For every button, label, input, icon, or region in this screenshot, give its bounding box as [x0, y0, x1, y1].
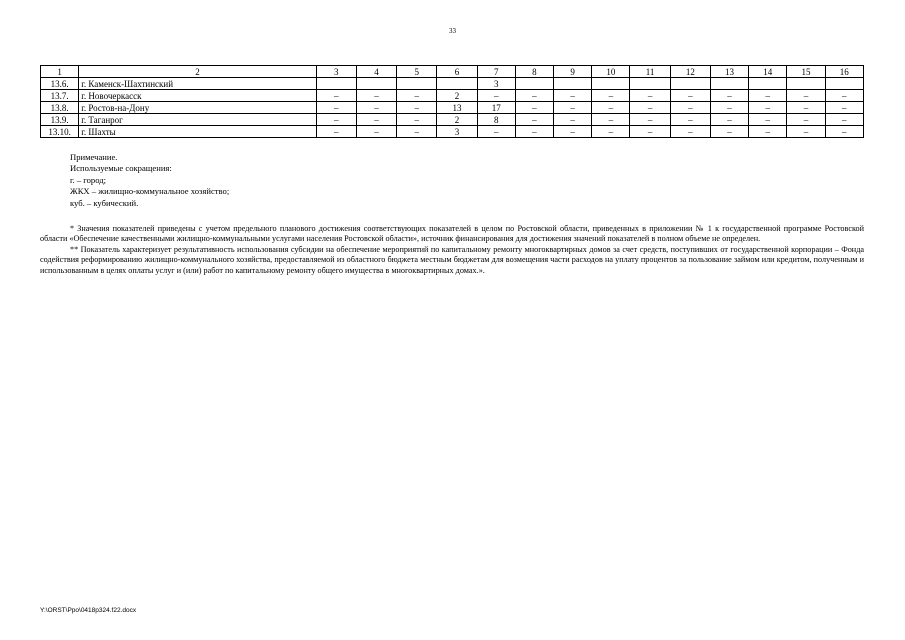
value-cell	[316, 78, 356, 90]
column-header: 15	[787, 66, 825, 78]
column-header: 7	[477, 66, 515, 78]
row-number-cell: 13.7.	[41, 90, 79, 102]
value-cell: –	[515, 102, 553, 114]
value-cell: –	[825, 90, 863, 102]
city-name-cell: г. Шахты	[79, 126, 316, 138]
value-cell: 8	[477, 114, 515, 126]
footnote-single-asterisk: * Значения показателей приведены с учетом предельного планового достижения соответствующих показателей в целом по Ростовской области, приведенных в приложении № 1 к государственной программе Ростовской области «Обеспечение качественными жилищно-коммунальными услугами населения Ростовской области», источник финансирования для достижения значений показателей в полном объеме не определен.	[40, 224, 864, 244]
notes-title: Примечание.	[70, 152, 118, 162]
column-header: 10	[592, 66, 630, 78]
table-row	[41, 114, 864, 126]
column-header: 5	[397, 66, 437, 78]
value-cell: –	[316, 114, 356, 126]
row-number-cell: 13.6.	[41, 78, 79, 90]
abbreviation-line: куб. – кубический.	[70, 197, 139, 208]
value-cell: 2	[437, 90, 477, 102]
footnotes-block	[40, 224, 864, 276]
value-cell: –	[316, 126, 356, 138]
value-cell: –	[554, 102, 592, 114]
value-cell: –	[749, 126, 787, 138]
column-header: 9	[554, 66, 592, 78]
table-body	[41, 78, 864, 138]
value-cell: –	[356, 90, 396, 102]
value-cell	[554, 78, 592, 90]
value-cell	[787, 78, 825, 90]
table-row	[41, 102, 864, 114]
value-cell: –	[787, 90, 825, 102]
city-name-cell: г. Новочеркасск	[79, 90, 316, 102]
value-cell: –	[397, 114, 437, 126]
value-cell: –	[397, 90, 437, 102]
value-cell: 13	[437, 102, 477, 114]
value-cell: –	[477, 90, 515, 102]
value-cell	[749, 78, 787, 90]
value-cell: –	[356, 114, 396, 126]
value-cell: 3	[437, 126, 477, 138]
value-cell: –	[316, 102, 356, 114]
column-header: 16	[825, 66, 863, 78]
value-cell: –	[787, 102, 825, 114]
value-cell: –	[787, 114, 825, 126]
column-header: 14	[749, 66, 787, 78]
value-cell: –	[825, 102, 863, 114]
row-number-cell: 13.8.	[41, 102, 79, 114]
value-cell: –	[397, 126, 437, 138]
value-cell: –	[670, 114, 710, 126]
abbreviation-line: г. – город;	[70, 174, 107, 185]
value-cell: –	[825, 126, 863, 138]
value-cell: –	[670, 126, 710, 138]
value-cell: –	[630, 114, 670, 126]
column-header: 11	[630, 66, 670, 78]
value-cell: 2	[437, 114, 477, 126]
value-cell: –	[710, 126, 748, 138]
value-cell	[710, 78, 748, 90]
value-cell: –	[515, 126, 553, 138]
value-cell	[437, 78, 477, 90]
row-number-cell: 13.10.	[41, 126, 79, 138]
value-cell: –	[592, 90, 630, 102]
table-header-row	[41, 66, 864, 78]
value-cell: –	[670, 90, 710, 102]
column-header: 3	[316, 66, 356, 78]
city-name-cell: г. Каменск-Шахтинский	[79, 78, 316, 90]
value-cell	[630, 78, 670, 90]
column-header: 6	[437, 66, 477, 78]
value-cell: –	[515, 114, 553, 126]
value-cell: –	[316, 90, 356, 102]
table-row	[41, 126, 864, 138]
value-cell	[825, 78, 863, 90]
abbreviation-line: ЖКХ – жилищно-коммунальное хозяйство;	[70, 186, 230, 197]
file-path-footer: Y:\ORST\Ppo\0418p324.f22.docx	[40, 607, 137, 614]
value-cell: –	[710, 90, 748, 102]
value-cell: –	[630, 102, 670, 114]
value-cell: –	[670, 102, 710, 114]
value-cell	[592, 78, 630, 90]
value-cell: –	[749, 90, 787, 102]
table-row	[41, 90, 864, 102]
value-cell: –	[710, 114, 748, 126]
city-name-cell: г. Ростов-на-Дону	[79, 102, 316, 114]
page-number: 33	[449, 27, 456, 35]
value-cell: –	[554, 114, 592, 126]
column-header: 1	[41, 66, 79, 78]
value-cell: –	[630, 90, 670, 102]
column-header: 13	[710, 66, 748, 78]
table-row	[41, 78, 864, 90]
city-name-cell: г. Таганрог	[79, 114, 316, 126]
value-cell: –	[710, 102, 748, 114]
value-cell: –	[749, 114, 787, 126]
footnote-double-asterisk: ** Показатель характеризует результативность использования субсидии на обеспечение мероприятий по капитальному ремонту многоквартирных домов за счет средств, поступивших от государственной корпорации – Фонда содействия реформированию жилищно-коммунального хозяйства, предоставляемой из областного бюджета местным бюджетам для возмещения части расходов на уплату процентов за пользование займом или кредитом, полученным и использованным в целях оплаты услуг и (или) работ по капитальному ремонту общего имущества в многоквартирных домах.».	[40, 244, 864, 275]
value-cell: 17	[477, 102, 515, 114]
column-header: 2	[79, 66, 316, 78]
value-cell: –	[356, 126, 396, 138]
value-cell: –	[630, 126, 670, 138]
indicator-table	[40, 65, 864, 138]
value-cell	[356, 78, 396, 90]
value-cell: 3	[477, 78, 515, 90]
value-cell: –	[749, 102, 787, 114]
column-header: 8	[515, 66, 553, 78]
column-header: 12	[670, 66, 710, 78]
value-cell: –	[592, 114, 630, 126]
value-cell	[515, 78, 553, 90]
value-cell: –	[787, 126, 825, 138]
notes-block	[70, 152, 229, 209]
value-cell: –	[515, 90, 553, 102]
value-cell: –	[397, 102, 437, 114]
value-cell	[397, 78, 437, 90]
abbreviations-heading: Используемые сокращения:	[70, 163, 172, 174]
row-number-cell: 13.9.	[41, 114, 79, 126]
value-cell: –	[477, 126, 515, 138]
value-cell: –	[356, 102, 396, 114]
value-cell	[670, 78, 710, 90]
value-cell: –	[592, 102, 630, 114]
value-cell: –	[554, 90, 592, 102]
value-cell: –	[592, 126, 630, 138]
value-cell: –	[554, 126, 592, 138]
value-cell: –	[825, 114, 863, 126]
column-header: 4	[356, 66, 396, 78]
